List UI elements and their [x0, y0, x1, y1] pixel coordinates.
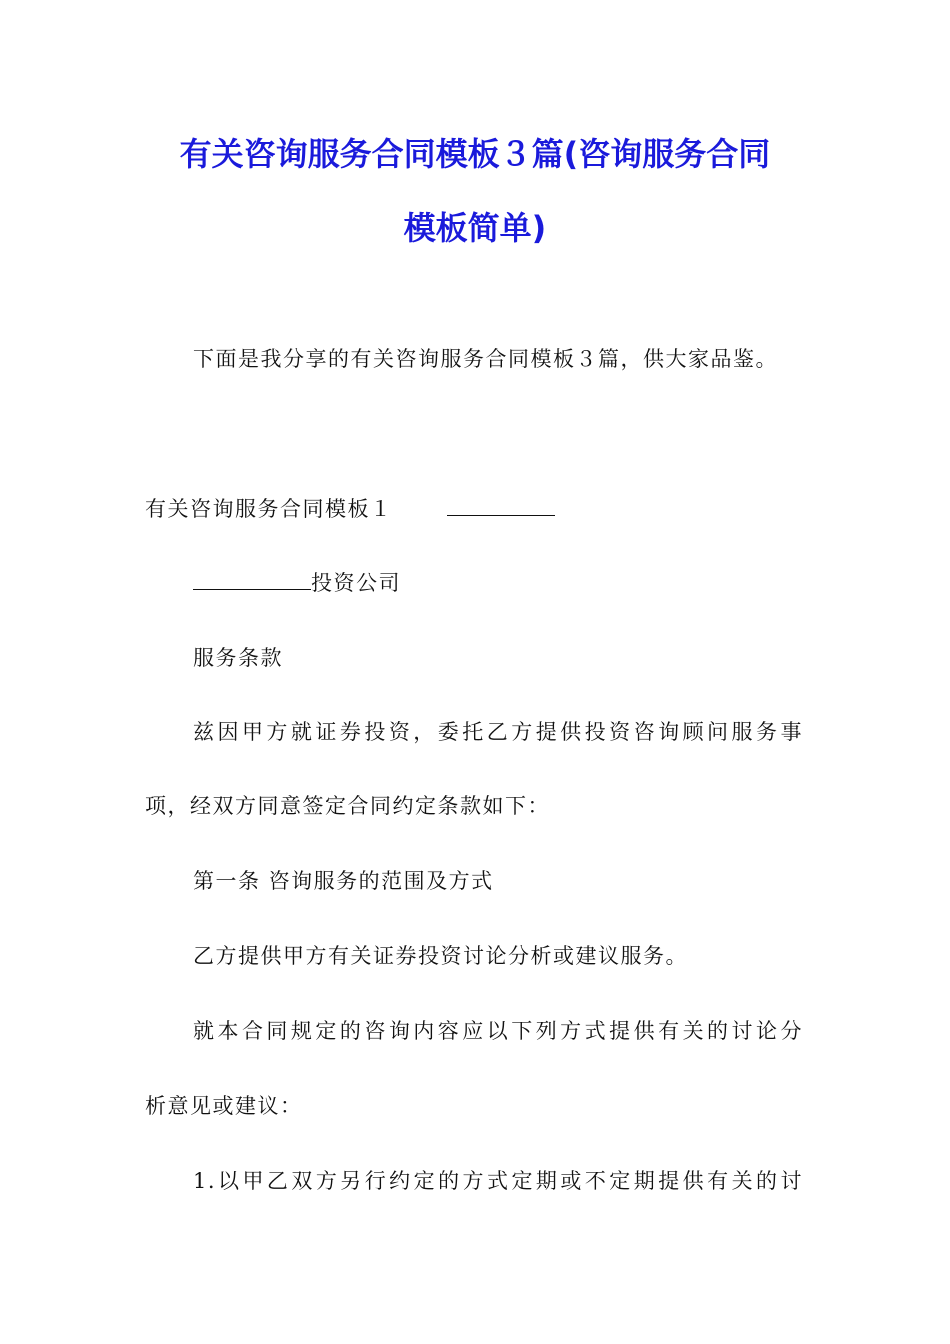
paragraph-line: 析意见或建议：	[145, 1094, 303, 1118]
company-name-blank	[193, 571, 311, 590]
paragraph-line: 乙方提供甲方有关证券投资讨论分析或建议服务。	[193, 944, 688, 968]
article-heading: 第一条 咨询服务的范围及方式	[193, 869, 494, 893]
section-heading-row	[145, 494, 555, 524]
blank-line	[447, 497, 555, 516]
document-title-line-1: 有关咨询服务合同模板３篇(咨询服务合同	[179, 135, 771, 173]
intro-paragraph: 下面是我分享的有关咨询服务合同模板３篇，供大家品鉴。	[193, 347, 778, 371]
company-row	[193, 568, 401, 598]
paragraph-line: 项，经双方同意签定合同约定条款如下：	[145, 794, 550, 818]
paragraph-line: 兹因甲方就证券投资，委托乙方提供投资咨询顾问服务事	[193, 720, 803, 744]
section-heading: 有关咨询服务合同模板１	[145, 497, 393, 521]
company-suffix: 投资公司	[311, 571, 401, 595]
terms-heading: 服务条款	[193, 646, 283, 670]
document-title-line-2: 模板简单)	[403, 209, 547, 247]
paragraph-line: 就本合同规定的咨询内容应以下列方式提供有关的讨论分	[193, 1019, 803, 1043]
list-item: 1.以甲乙双方另行约定的方式定期或不定期提供有关的讨	[193, 1169, 803, 1193]
